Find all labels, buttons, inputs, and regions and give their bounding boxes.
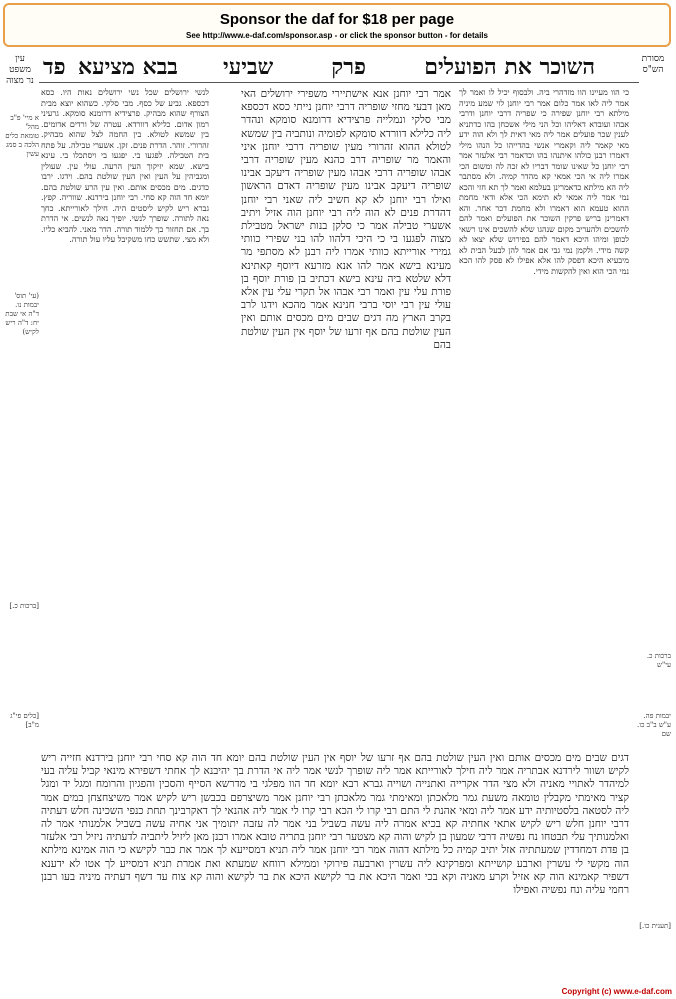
ein-mishpat-note-3: [ברכות כ.] (9, 602, 39, 610)
ein-mishpat-label: עין משפט נר מצוה (6, 54, 34, 86)
sponsor-banner[interactable] (3, 3, 671, 47)
masoret-note-2: יבמות פה. ע"ש ב"ב כו. שם (637, 712, 671, 738)
daf-number: פד (43, 54, 66, 80)
gemara-text: אמר רבי יוחנן אנא אישתיירי משפירי ירושלים האי מאן דבעי מחזי שופריה דרבי יוחנן נייתי כסא דכספא מבי סלקי ונמלייה פרצידיא דרומנא סומקא ונהדר ליה כלילא דוורדא סומקא לפומיה ונותביה בין שמשא לטולא ההוא זהרורי מעין שופריה דרבי יוחנן איני והאמר מר שופריה דרב כהנא מעין שופריה דרבי אבהו שופריה דרבי אבהו מעין שופריה דיעקב אבינו שופריה דיעקב אבינו מעין שופריה דאדם הראשון ואילו רבי יוחנן לא קא חשיב ליה שאני רבי יוחנן דהדרת פנים לא הוה ליה רבי יוחנן הוה אזיל ויתיב אשערי טבילה אמר כי סלקן בנות ישראל מטבילת מצוה לפגעו בי כי היכי דלהוו להו בני שפירי כוותי גמירי אורייתא כוותי אמרו ליה רבנן לא מסתפי מר מעינא בישא אמר להו אנא מזרעא דיוסף קאתינא דלא שלטא ביה עינא בישא דכתיב בן פורת יוסף בן פורת עלי עין ואמר רבי אבהו אל תקרי עלי עין אלא עולי עין רבי יוסי ברבי חנינא אמר מהכא וידגו לרב בקרב הארץ מה דגים שבים מים מכסים אותם ואין העין שולטת בהם אף זרעו של יוסף אין העין שולטת בהם (241, 88, 451, 351)
masoret-note-3: [תענית כו.] (639, 922, 671, 930)
tractate-name: בבא מציעא (78, 54, 178, 80)
gemara-column (241, 88, 451, 748)
chapter-name: השוכר את הפועלים (424, 54, 595, 80)
sponsor-subtitle[interactable]: See http://www.e-daf.com/sponsor.asp - or click the sponsor button - for details (186, 31, 488, 40)
perek-label: פרק (331, 54, 366, 80)
gemara-bottom-block (41, 752, 629, 977)
copyright-notice: Copyright (c) www.e-daf.com (561, 987, 672, 996)
gemara-bottom-text: דגים שבים מים מכסים אותם ואין העין שולטת בהם אף זרעו של יוסף אין העין שולטת בהם יומא חד הוה קא סחי רבי יוחנן בירדנא חזייה ריש לקיש ושוור לירדנא אבתריה אמר ליה חילך לאורייתא אמר ליה שופרך לנשי אמר ליה אי הדרת בך יהיבנא לך אחתי דשפירא מינאי קביל עליה בעי למיהדר לאתויי מאניה ולא מצי הדר אקרייה ואתנייה ושוייה גברא רבא יומא חד הוו מפלגי בי מדרשא הסייף והסכין והפגיון והרומח ומגל יד ומגל קציר מאימתי מקבלין טומאה משעת גמר מלאכתן ומאימתי גמר מלאכתן רבי יוחנן אמר משיצרפם בכבשן ריש לקיש אמר משיצחצחן במים אמר ליה לסטאה בלסטיותיה ידע אמר ליה ומאי אהנת לי התם רבי קרו לי הכא רבי קרו לי אמר ליה אהנאי לך דאקרבינך תחת כנפי השכינה חלש דעתיה דרבי יוחנן חלש ריש לקיש אתאי אחתיה קא בכיא אמרה ליה עשה בשביל בני אמר לה עזבה יתומיך אני אחיה עשה בשביל אלמנותי אמר לה ואלמנותיך עלי תבטחו נח נפשיה דרבי שמעון בן לקיש והוה קא מצטער רבי יוחנן בתריה טובא אמרו רבנן מאן ליזיל ליתביה לדעתיה ניזיל רבי אלעזר בן פדת דמחדדין שמעתתיה אזל יתיב קמיה כל מילתא דהוה אמר רבי יוחנן אמר ליה תניא דמסייעא לך אמר את כבר לקישא כי הוה אמינא מילתא הוה מקשי לי עשרין וארבע קושייתא ומפרקינא ליה עשרין וארבעה פירוקי וממילא רווחא שמעתא ואת אמרת תניא דמסייע לך אטו לא ידענא דשפיר קאמינא הוה קא אזיל וקרע מאניה וקא בכי ואמר היכא את בר לקישא היכא את בר לקישא והוה קא צוח עד דשף דעתיה מיניה בעו רבנן רחמי עליה ונח נפשיה ואפילו (41, 752, 629, 897)
ein-mishpat-note-2: (עי' תוס' יבמות נו. ד"ה אי שבת יח: ד"ה ריש לקיש) (5, 292, 39, 336)
ein-mishpat-note-4: [כלים פי"ג מ"ב] (10, 712, 39, 729)
talmud-page (3, 52, 673, 982)
masoret-note-1: ברכות כ. עי"ש (646, 652, 671, 669)
masoret-label: מסורת הש"ס (641, 54, 665, 75)
rashi-column (41, 88, 209, 778)
tosafot-text: כי הוו מעיינו הוו מזדהרי ביה. ולבסוף יכיל לו ואמר לך אמר ליה לאו אמר כלום אמר רבי יוחנן לוי שמע מיניה מילתא רבי יוחנן שפירה כי שפריה דרבי יוחנן ודרבי אבהו ועובדא דאליהו וכל הני מילי אשכחן בהו כדתניא לענין שכר פועלים אמר ליה מאי דאית לך ולא הוה ידע מאי קאמר ליה וקאמרי אנשי בהדייהו כל הנהו מילי דאמרו רבנן כולהו איתנהו בהו וכדאמר רבי אלעזר אמר רבי יוחנן כל שאינו שומר דבריו לא זכה לה ומשום הכי אמרו ליה אי הכי אמאי קא מהדר קמיה. ולא מסתבר ליה הא מילתא כדאמרינן בעלמא ואמר לך תא חזי והכא נמי אמר ליה אמאי לא תימא הכי אלא ודאי מחמת ההוא טעמא הוא דאמרו ולא מחמת דבר אחר. והא דאמרינן בריש פרקין השוכר את הפועלים ואמר להם להשכים ולהעריב מקום שנהגו שלא להשכים אינו רשאי לכופן ומיהו היכא דאמר להם בפירוש שלא יצאו לא קשה מידי. ולקמן נמי גבי אם אמר להן לבעל הבית לא מיבעיא היכא דפסק להו אלא אפילו לא פסק להו הכא נמי הכי הוא ואין להקשות מידי. (459, 88, 629, 276)
tosafot-column (459, 88, 629, 678)
header-rule (39, 82, 639, 83)
ein-mishpat-note-1: א מיי' פ"ב מהל' טומאת כלים הלכה ב סמג עשין (5, 114, 39, 158)
sponsor-title[interactable]: Sponsor the daf for $18 per page (219, 11, 455, 28)
page-header (223, 54, 595, 80)
rashi-text: לנשי ירושלים שכל נשי ירושלים נאות היו. כסא דכספא. גביע של כסף. מבי סלקי. כשהוא יוצא מבית הצורף שהוא מבהיק. פרצידיא דרומנא סומקא. גרעיני רמון אדום. כלילא דוורדא. עטרה של ורדים אדומים. בין שמשא לטולא. בין החמה לצל שהוא מבהיק. זהרורי. זוהר. הדרת פנים. זקן. אשערי טבילה. על פתח בית הטבילה. לפגעו בי. יפגעו בי ויסתכלו בי. עינא בישא. שמא יזיקוך העין הרעה. עולי עין. שעולין ומגביהין על העין ואין העין שולטת בהם. וידגו. ירבו כדגים. מים מכסים אותם. ואין עין הרע שולטת בהם. יומא חד הוה קא סחי. רבי יוחנן בירדנא. שווריה. קפץ. גברא ריש לקיש ליסטים היה. חילך לאורייתא. כחך נאה לתורה. שופרך לנשי. יופיך נאה לנשים. אי הדרת בך. אם תחזור בך ללמוד תורה. הדר מאני. להביא כליו. ולא מצי. שתשש כחו משקיבל עליו עול תורה. (41, 88, 209, 244)
perek-number: שביעי (223, 54, 274, 80)
